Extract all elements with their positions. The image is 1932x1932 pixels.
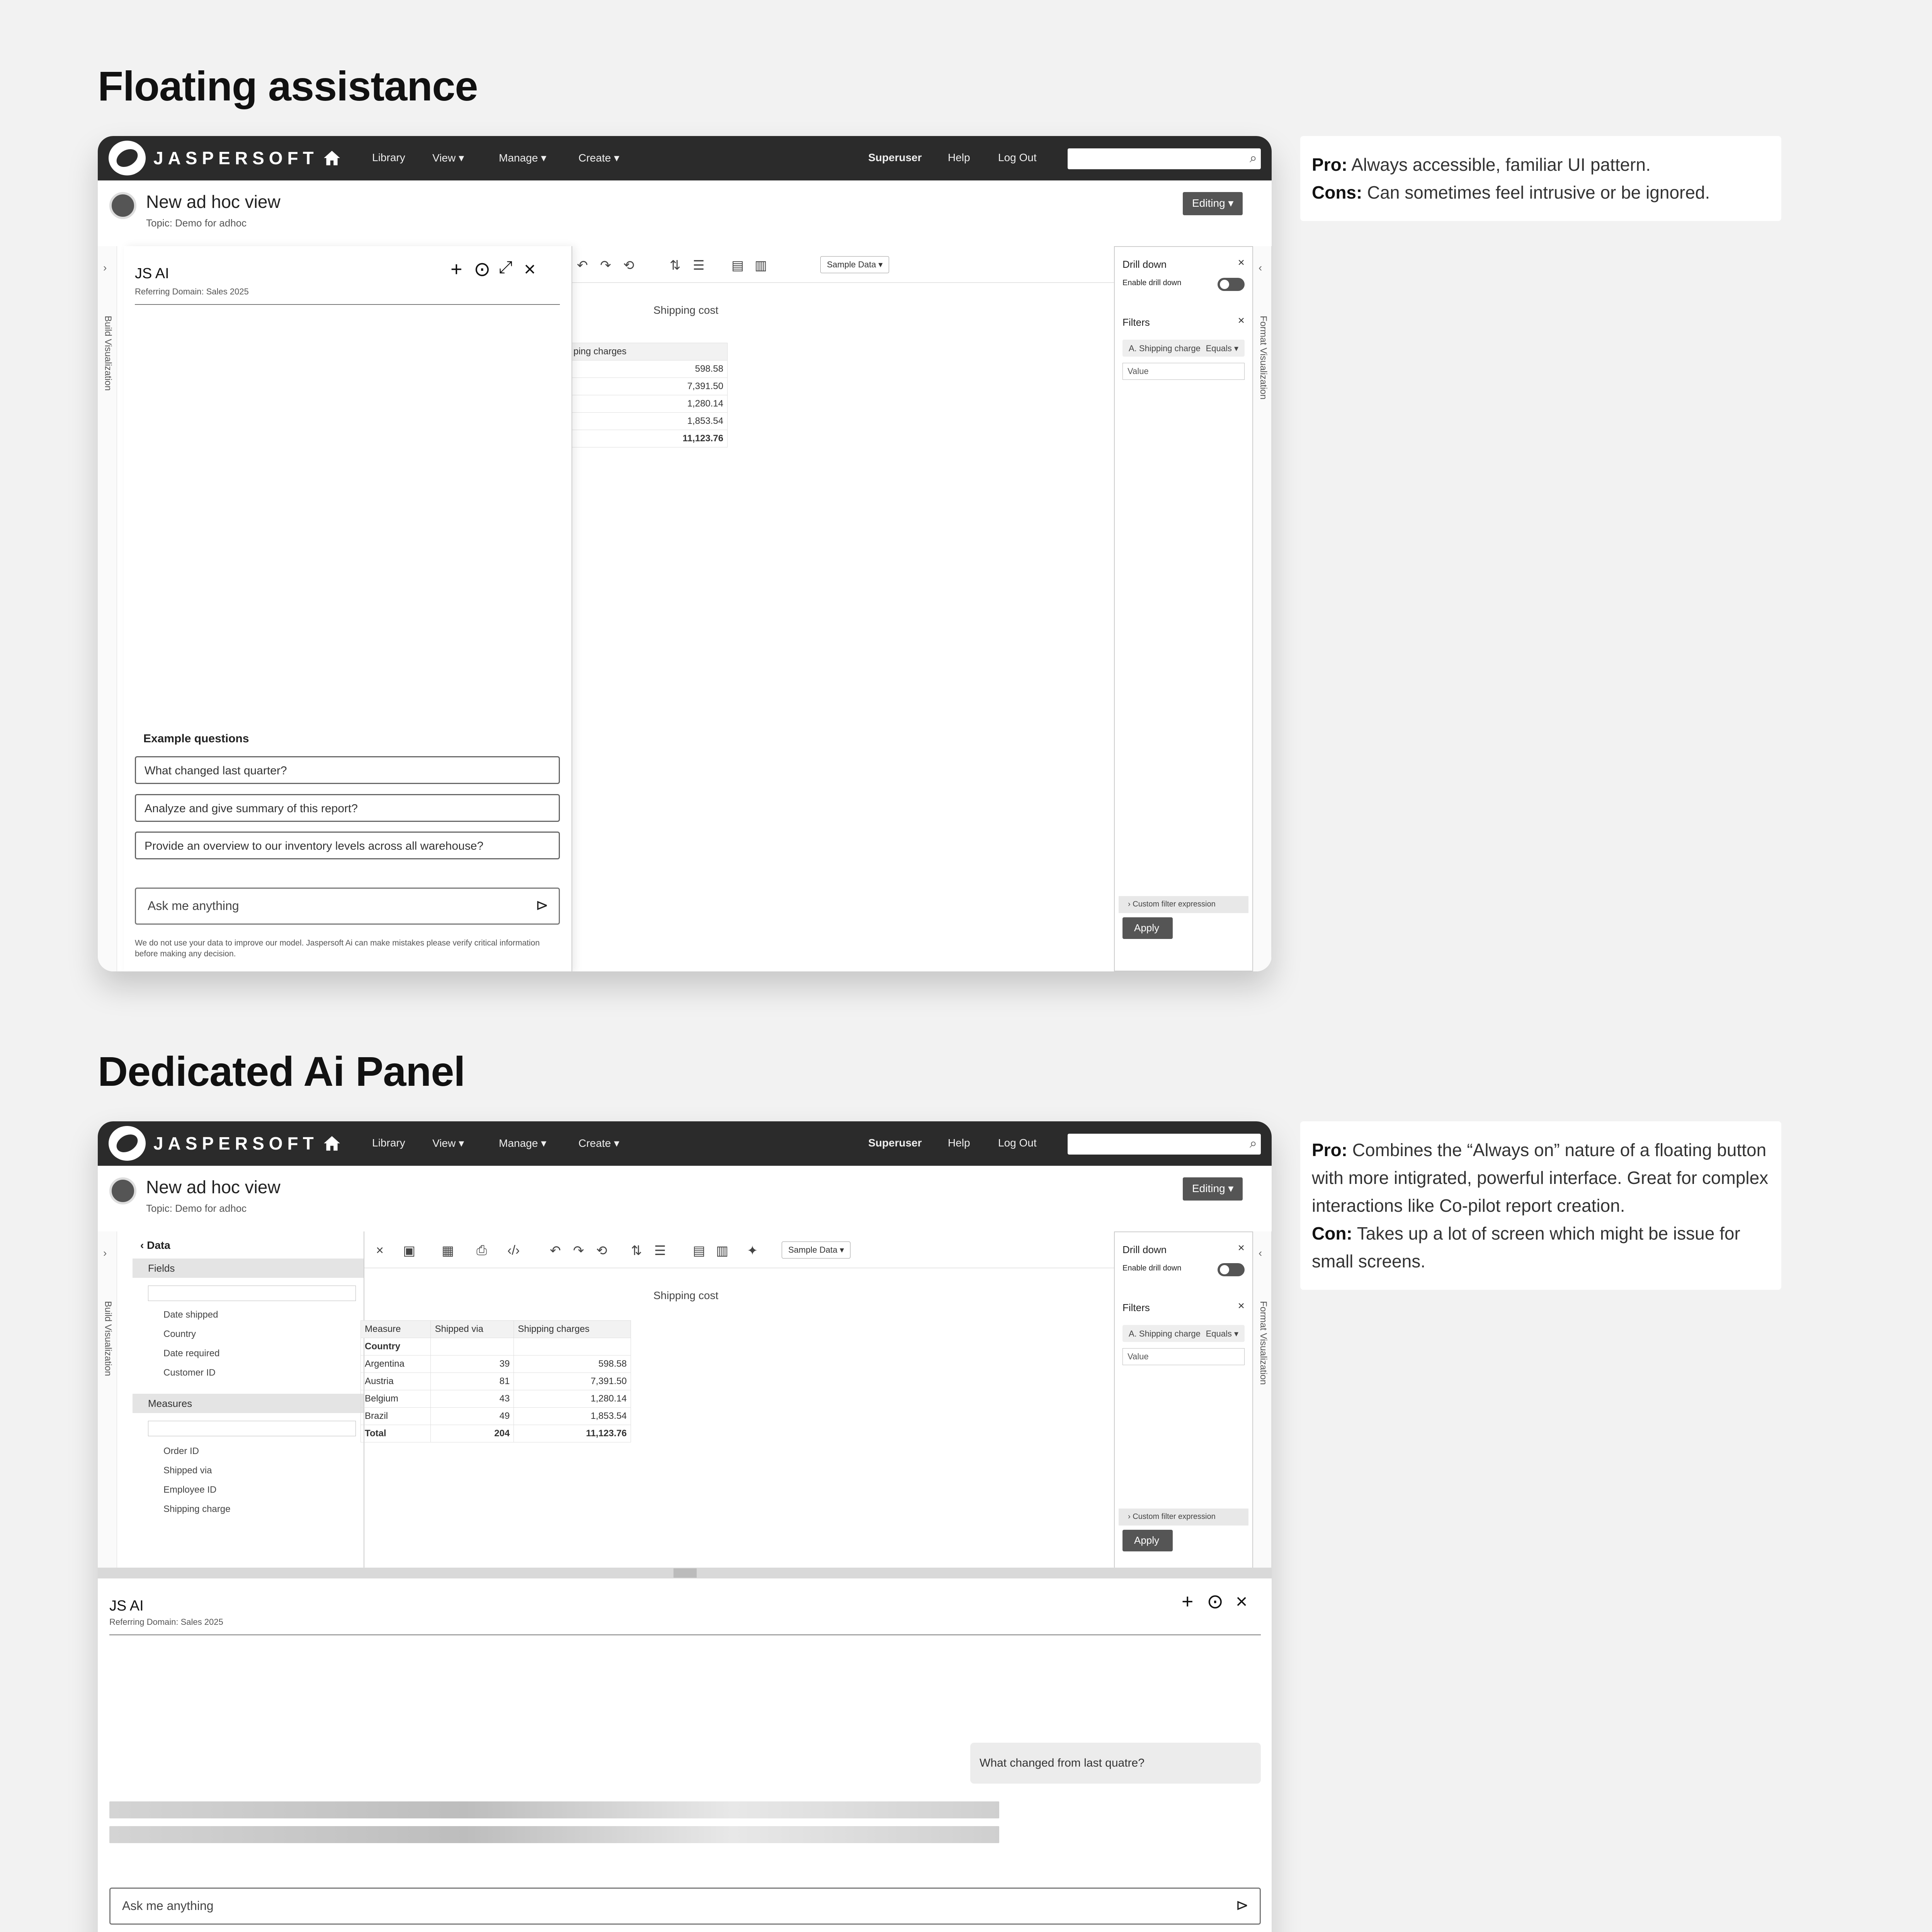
nav-create[interactable]: Create ▾	[578, 1137, 619, 1149]
filter-value-input[interactable]: Value	[1122, 1348, 1245, 1365]
global-search-input[interactable]	[1068, 148, 1261, 169]
field-item[interactable]: Country	[163, 1329, 196, 1339]
topic-label[interactable]: Topic: Demo for adhoc	[146, 217, 247, 229]
nav-library[interactable]: Library	[372, 1137, 405, 1149]
close-icon[interactable]: ×	[1238, 1299, 1245, 1312]
con-text: Takes up a lot of screen which might be issue for small screens.	[1312, 1223, 1740, 1271]
table-cell: 7,391.50	[514, 1373, 631, 1390]
example-question[interactable]: Analyze and give summary of this report?	[135, 794, 560, 822]
example-question[interactable]: Provide an overview to our inventory levels across all warehouse?	[135, 832, 560, 859]
example-question[interactable]: What changed last quarter?	[135, 756, 560, 784]
user-message-bubble: What changed from last quatre?	[970, 1743, 1261, 1784]
print-icon[interactable]: ⎙	[476, 1243, 487, 1258]
undo-icon[interactable]: ↶	[577, 258, 588, 273]
app-frame-dedicated-ai-panel	[98, 1121, 1272, 1932]
jaspersoft-logo[interactable]: JASPERSOFT	[109, 141, 318, 175]
equals-dropdown[interactable]: Equals ▾	[1206, 1329, 1238, 1338]
chevron-right-icon[interactable]: ›	[103, 262, 107, 274]
divider	[135, 304, 560, 305]
history-icon[interactable]: ⊙	[474, 258, 491, 281]
sample-data-dropdown[interactable]: Sample Data ▾	[782, 1242, 850, 1259]
nav-library[interactable]: Library	[372, 151, 405, 163]
filters-title: Filters	[1122, 1302, 1150, 1313]
close-icon[interactable]: ×	[1236, 1590, 1248, 1613]
nav-create[interactable]: Create ▾	[578, 152, 619, 164]
pro-label: Pro:	[1312, 155, 1347, 175]
data-table	[361, 1320, 631, 1442]
measures-section-header[interactable]: Measures	[133, 1394, 364, 1413]
table-header-cell: Shipped via	[431, 1321, 514, 1338]
note-floating-assistance	[1300, 136, 1781, 221]
export-icon[interactable]: ▦	[442, 1243, 454, 1258]
field-item[interactable]: Customer ID	[163, 1367, 216, 1378]
top-nav-bar	[98, 136, 1272, 180]
build-visualization-label: Build Visualization	[103, 1301, 113, 1376]
jaspersoft-logo[interactable]: JASPERSOFT	[109, 1126, 318, 1161]
table-icon[interactable]: ▤	[731, 258, 744, 273]
chevron-left-icon[interactable]: ‹	[1259, 1247, 1262, 1259]
custom-filter-expression[interactable]: › Custom filter expression	[1119, 1509, 1248, 1526]
sample-data-dropdown[interactable]: Sample Data ▾	[820, 256, 889, 273]
fields-section-header[interactable]: Fields	[133, 1259, 364, 1278]
table-cell: Argentina	[361, 1355, 431, 1373]
canvas-title: Shipping cost	[653, 304, 719, 316]
global-search-input[interactable]	[1068, 1134, 1261, 1155]
pro-text: Combines the “Always on” nature of a floating button with more intigrated, powerful interface. Great for complex interactions like Co-pilot report creation.	[1312, 1140, 1769, 1216]
note-dedicated-ai-panel	[1300, 1121, 1781, 1290]
help-link[interactable]: Help	[948, 151, 970, 163]
ask-input[interactable]: Ask me anything	[109, 1888, 1261, 1925]
nav-view[interactable]: View ▾	[432, 152, 464, 164]
drill-down-title: Drill down	[1122, 1244, 1167, 1255]
table-cell: 204	[431, 1425, 514, 1442]
reset-icon[interactable]: ⟲	[596, 1243, 607, 1258]
pro-text: Always accessible, familiar UI pattern.	[1351, 155, 1651, 175]
pivot-icon[interactable]: ⇅	[631, 1243, 642, 1258]
filter-chip[interactable]	[1122, 1325, 1245, 1342]
table-cell: Belgium	[361, 1390, 431, 1408]
ask-input[interactable]: Ask me anything	[135, 888, 560, 925]
user-name[interactable]: Superuser	[868, 1137, 922, 1149]
measure-item[interactable]: Shipped via	[163, 1465, 212, 1476]
close-icon[interactable]: ×	[524, 258, 536, 281]
ai-sparkle-icon[interactable]: ✦	[747, 1243, 758, 1258]
section-title-dedicated-ai-panel: Dedicated Ai Panel	[98, 1048, 465, 1095]
equals-dropdown[interactable]: Equals ▾	[1206, 344, 1238, 353]
con-text: Can sometimes feel intrusive or be ignored.	[1367, 182, 1710, 202]
measure-item[interactable]: Order ID	[163, 1446, 199, 1456]
measure-item[interactable]: Employee ID	[163, 1485, 217, 1495]
enable-drill-label: Enable drill down	[1122, 279, 1182, 287]
enable-drill-label: Enable drill down	[1122, 1264, 1182, 1272]
chevron-left-icon[interactable]: ‹	[1259, 262, 1262, 274]
table-cell: 1,280.14	[514, 1390, 631, 1408]
send-icon[interactable]: ⊳	[1236, 1897, 1249, 1914]
pro-label: Pro:	[1312, 1140, 1347, 1160]
save-icon[interactable]: ▣	[403, 1243, 416, 1258]
partial-data-table	[569, 343, 728, 447]
drag-handle[interactable]	[673, 1568, 697, 1578]
reset-icon[interactable]: ⟲	[623, 258, 634, 273]
filter-panel	[1114, 246, 1253, 971]
table-header-cell: Shipping charges	[514, 1321, 631, 1338]
ai-domain: Referring Domain: Sales 2025	[109, 1617, 223, 1627]
table-cell: Total	[361, 1425, 431, 1442]
canvas-toolbar	[569, 246, 1118, 283]
con-label: Con:	[1312, 1223, 1352, 1243]
measures-search-input[interactable]	[148, 1421, 356, 1436]
pivot-icon[interactable]: ⇅	[670, 258, 681, 273]
apply-button[interactable]: Apply	[1122, 1530, 1173, 1551]
loading-shimmer	[109, 1826, 999, 1843]
nav-view[interactable]: View ▾	[432, 1137, 464, 1149]
format-visualization-label: Format Visualization	[1258, 1301, 1269, 1385]
filter-chip-label: A. Shipping charge	[1129, 1329, 1201, 1338]
editing-dropdown[interactable]: Editing ▾	[1183, 1177, 1243, 1201]
drill-down-title: Drill down	[1122, 259, 1167, 270]
view-title: New ad hoc view	[146, 192, 281, 212]
ai-title: JS AI	[109, 1598, 144, 1614]
logout-link[interactable]: Log Out	[998, 1137, 1037, 1149]
code-icon[interactable]: ‹/›	[507, 1243, 520, 1258]
chevron-right-icon[interactable]: ›	[103, 1247, 107, 1259]
ai-disclaimer: We do not use your data to improve our model. Jaspersoft Ai can make mistakes please verify critical information before making any decision.	[135, 939, 540, 958]
top-nav-bar	[98, 1121, 1272, 1166]
table-total-cell: 11,123.76	[570, 430, 728, 447]
data-panel	[133, 1231, 364, 1602]
layout-icon[interactable]: ☰	[654, 1243, 666, 1258]
user-name[interactable]: Superuser	[868, 151, 922, 163]
send-icon[interactable]: ⊳	[536, 897, 549, 914]
dedicated-ai-panel	[98, 1578, 1272, 1932]
loading-shimmer	[109, 1801, 999, 1818]
nav-manage[interactable]: Manage ▾	[499, 1137, 547, 1149]
table-row	[361, 1373, 631, 1390]
table-row	[361, 1355, 631, 1373]
editing-dropdown[interactable]: Editing ▾	[1183, 192, 1243, 215]
table-cell: 11,123.76	[514, 1425, 631, 1442]
drill-down-toggle[interactable]	[1218, 1263, 1245, 1276]
apply-button[interactable]: Apply	[1122, 917, 1173, 939]
field-item[interactable]: Date shipped	[163, 1310, 218, 1320]
table-cell: 81	[431, 1373, 514, 1390]
history-icon[interactable]: ⊙	[1207, 1590, 1224, 1613]
format-visualization-label: Format Visualization	[1258, 316, 1269, 400]
logout-link[interactable]: Log Out	[998, 151, 1037, 163]
redo-icon[interactable]: ↷	[600, 258, 611, 273]
table-cell: 7,391.50	[570, 378, 728, 395]
canvas-toolbar	[364, 1231, 1114, 1268]
home-icon[interactable]	[322, 148, 342, 168]
table-cell: 49	[431, 1408, 514, 1425]
format-visualization-rail[interactable]	[1253, 246, 1272, 971]
table-cell: 39	[431, 1355, 514, 1373]
table-header-cell: ping charges	[570, 343, 728, 361]
filter-value-input[interactable]: Value	[1122, 363, 1245, 380]
ai-title: JS AI	[135, 265, 169, 282]
close-icon[interactable]: ×	[1238, 1242, 1245, 1254]
filter-chip-label: A. Shipping charge	[1129, 344, 1201, 353]
section-title-floating-assistance: Floating assistance	[98, 63, 478, 109]
home-icon[interactable]	[322, 1134, 342, 1153]
con-label: Cons:	[1312, 182, 1362, 202]
chart-icon[interactable]: ▥	[755, 258, 767, 273]
chart-icon[interactable]: ▥	[716, 1243, 729, 1258]
table-row	[361, 1390, 631, 1408]
filters-title: Filters	[1122, 316, 1150, 328]
redo-icon[interactable]: ↷	[573, 1243, 584, 1258]
plus-icon[interactable]: +	[1182, 1590, 1194, 1613]
canvas-title: Shipping cost	[653, 1289, 719, 1301]
filter-panel	[1114, 1231, 1253, 1602]
ai-domain: Referring Domain: Sales 2025	[135, 287, 249, 296]
view-title: New ad hoc view	[146, 1177, 281, 1197]
drill-down-toggle[interactable]	[1218, 278, 1245, 291]
format-visualization-rail[interactable]	[1253, 1231, 1272, 1602]
table-cell: 43	[431, 1390, 514, 1408]
table-row	[361, 1408, 631, 1425]
app-body	[98, 246, 1272, 971]
table-cell: 598.58	[514, 1355, 631, 1373]
divider	[109, 1634, 1261, 1635]
app-frame-floating-assistance	[98, 136, 1272, 971]
layout-icon[interactable]: ☰	[693, 258, 705, 273]
custom-filter-expression[interactable]: › Custom filter expression	[1119, 896, 1248, 913]
table-header-cell: Measure	[361, 1321, 431, 1338]
avatar	[109, 192, 136, 219]
floating-ai-assistant	[124, 246, 572, 971]
table-group-cell: Country	[361, 1338, 431, 1355]
filter-chip[interactable]	[1122, 340, 1245, 357]
table-cell: 1,853.54	[570, 413, 728, 430]
table-cell: 1,280.14	[570, 395, 728, 413]
data-panel-title[interactable]: ‹ Data	[140, 1239, 170, 1251]
expand-icon[interactable]: ⤢	[499, 258, 513, 277]
build-visualization-rail[interactable]	[98, 246, 117, 971]
close-icon[interactable]: ×	[1238, 256, 1245, 269]
example-questions-heading: Example questions	[143, 732, 249, 745]
build-visualization-rail[interactable]	[98, 1231, 117, 1602]
build-visualization-label: Build Visualization	[103, 316, 113, 391]
close-icon[interactable]: ×	[376, 1243, 384, 1258]
measure-item[interactable]: Shipping charge	[163, 1504, 231, 1514]
table-cell: 1,853.54	[514, 1408, 631, 1425]
table-cell: 598.58	[570, 361, 728, 378]
fields-search-input[interactable]	[148, 1286, 356, 1301]
avatar	[109, 1177, 136, 1204]
app-body	[98, 1231, 1272, 1602]
table-icon[interactable]: ▤	[693, 1243, 706, 1258]
close-icon[interactable]: ×	[1238, 314, 1245, 327]
plus-icon[interactable]: +	[451, 258, 463, 281]
topic-label[interactable]: Topic: Demo for adhoc	[146, 1202, 247, 1214]
table-total-row	[361, 1425, 631, 1442]
field-item[interactable]: Date required	[163, 1348, 220, 1359]
help-link[interactable]: Help	[948, 1137, 970, 1149]
table-cell: Austria	[361, 1373, 431, 1390]
nav-manage[interactable]: Manage ▾	[499, 152, 547, 164]
undo-icon[interactable]: ↶	[550, 1243, 561, 1258]
table-cell: Brazil	[361, 1408, 431, 1425]
